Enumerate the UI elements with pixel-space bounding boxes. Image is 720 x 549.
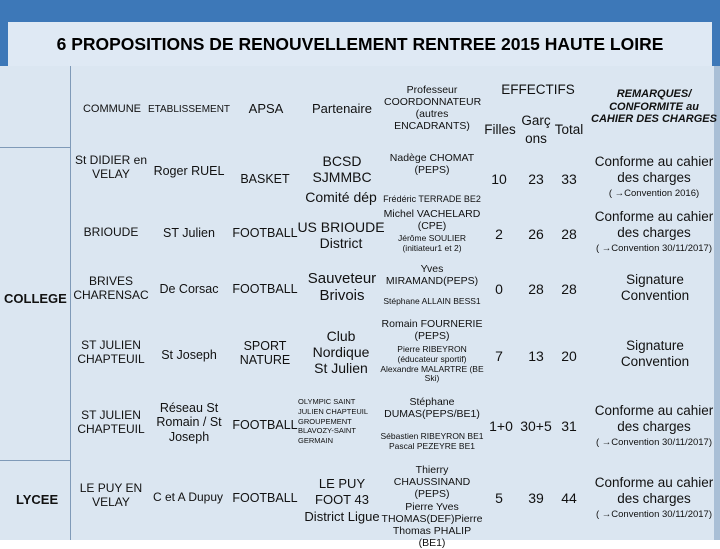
professeur-main: Stéphane DUMAS(PEPS/BE1) xyxy=(384,396,480,421)
divider xyxy=(0,147,70,148)
remarque-text: Conforme au cahier des charges xyxy=(594,154,714,185)
header-commune: COMMUNE xyxy=(82,103,142,115)
convention-text: ( →Convention 30/11/2017) xyxy=(595,509,712,521)
header-effectifs: EFFECTIFS xyxy=(501,82,575,97)
partenaire-cell: OLYMPIC SAINT JULIEN CHAPTEUIL GROUPEMENT BLAVOZY-SAINT GERMAIN xyxy=(298,397,368,445)
remarque-cell xyxy=(588,475,720,521)
etablissement-cell: De Corsac xyxy=(159,282,219,296)
section-lycee: LYCEE xyxy=(16,492,59,507)
garcons-count: 26 xyxy=(528,226,544,242)
remarque-cell xyxy=(588,154,720,200)
professeur-cell xyxy=(380,318,484,384)
professeur-main: Nadège CHOMAT (PEPS) xyxy=(389,152,475,177)
etablissement-cell: C et A Dupuy xyxy=(152,490,224,504)
remarque-cell xyxy=(588,209,720,255)
professeur-extra: Pierre RIBEYRON (éducateur sportif) Alexandre MALARTRE (BE Ski) xyxy=(380,344,484,384)
professeur-extra: Sébastien RIBEYRON BE1 Pascal PEZEYRE BE1 xyxy=(380,431,484,451)
professeur-cell xyxy=(380,396,484,452)
header-filles: Filles xyxy=(484,122,516,137)
professeur-main: Michel VACHELARD (CPE) xyxy=(383,208,481,233)
commune-cell: ST JULIEN CHAPTEUIL xyxy=(77,408,145,436)
professeur-extra: Stéphane ALLAIN BESS1 xyxy=(383,296,481,307)
professeur-cell xyxy=(380,152,484,176)
garcons-count: 39 xyxy=(528,490,544,506)
total-count: 28 xyxy=(561,226,577,242)
apsa-cell: BASKET xyxy=(240,172,290,186)
professeur-extra: Pierre Yves THOMAS(DEF)Pierre Thomas PHALIP (BE1) xyxy=(381,501,483,549)
total-count: 20 xyxy=(561,348,577,364)
professeur-main: Romain FOURNERIE (PEPS) xyxy=(381,318,483,343)
remarque-cell xyxy=(588,403,720,449)
partenaire-cell: US BRIOUDE District xyxy=(297,219,385,252)
page-title: 6 PROPOSITIONS DE RENOUVELLEMENT RENTREE 2015 HAUTE LOIRE xyxy=(8,22,712,66)
divider xyxy=(0,460,70,461)
remarque-cell xyxy=(600,272,710,303)
garcons-count: 23 xyxy=(528,171,544,187)
header-remarques: REMARQUES/ CONFORMITE au CAHIER DES CHARGES xyxy=(591,88,717,126)
etablissement-cell: Réseau St Romain / St Joseph xyxy=(156,401,222,444)
filles-count: 2 xyxy=(495,226,503,242)
total-count: 28 xyxy=(561,281,577,297)
garcons-count: 13 xyxy=(528,348,544,364)
header-apsa: APSA xyxy=(248,101,284,116)
partenaire-cell: BCSD SJMMBC xyxy=(312,153,372,186)
header-total: Total xyxy=(554,122,584,137)
convention-text: ( →Convention 2016) xyxy=(608,188,700,200)
remarque-text: Signature Convention xyxy=(620,272,690,303)
professeur-extra: Frédéric TERRADE BE2 xyxy=(383,194,481,204)
commune-cell: LE PUY EN VELAY xyxy=(79,481,143,509)
table-shadow xyxy=(714,66,720,540)
apsa-cell: FOOTBALL xyxy=(232,418,298,432)
etablissement-cell: ST Julien xyxy=(163,226,215,240)
garcons-count: 28 xyxy=(528,281,544,297)
convention-text: ( →Convention 30/11/2017) xyxy=(595,243,712,255)
remarque-text: Signature Convention xyxy=(620,338,690,369)
etablissement-cell: St Joseph xyxy=(161,348,217,362)
filles-count: 10 xyxy=(491,171,507,187)
commune-cell: St DIDIER en VELAY xyxy=(74,153,148,181)
professeur-cell xyxy=(380,208,484,254)
header-garcons: Garç ons xyxy=(521,113,551,146)
remarque-text: Conforme au cahier des charges xyxy=(594,403,714,434)
header-etablissement: ETABLISSEMENT xyxy=(147,104,231,115)
partenaire-cell: LE PUY FOOT 43 District Ligue xyxy=(304,476,380,524)
professeur-main: Thierry CHAUSSINAND (PEPS) xyxy=(393,464,471,501)
header-professeur: Professeur COORDONNATEUR (autres ENCADRANTS) xyxy=(384,84,482,133)
professeur-cell xyxy=(380,263,484,307)
filles-count: 0 xyxy=(495,281,503,297)
apsa-cell: FOOTBALL xyxy=(232,282,298,296)
professeur-cell xyxy=(380,464,484,549)
commune-cell: BRIVES CHARENSAC xyxy=(73,274,149,302)
remarque-cell xyxy=(600,338,710,369)
etablissement-cell: Roger RUEL xyxy=(153,164,225,178)
remarque-text: Conforme au cahier des charges xyxy=(594,475,714,506)
filles-count: 5 xyxy=(495,490,503,506)
filles-count: 7 xyxy=(495,348,503,364)
total-count: 31 xyxy=(561,418,577,434)
partenaire-cell: Club Nordique St Julien xyxy=(312,328,370,377)
garcons-count: 30+5 xyxy=(520,418,552,434)
divider xyxy=(70,66,71,540)
section-college: COLLEGE xyxy=(4,291,67,306)
total-count: 44 xyxy=(561,490,577,506)
apsa-cell: SPORT NATURE xyxy=(239,339,291,368)
professeur-main: Yves MIRAMAND(PEPS) xyxy=(385,263,479,288)
remarque-text: Conforme au cahier des charges xyxy=(594,209,714,240)
header-partenaire: Partenaire xyxy=(312,101,372,116)
commune-cell: ST JULIEN CHAPTEUIL xyxy=(77,338,145,366)
apsa-cell: FOOTBALL xyxy=(232,491,298,505)
professeur-extra: Jérôme SOULIER (initiateur1 et 2) xyxy=(397,233,467,253)
commune-cell: BRIOUDE xyxy=(83,225,139,239)
partenaire-cell: Sauveteur Brivois xyxy=(307,270,377,305)
partenaire-extra: Comité dép xyxy=(305,189,377,205)
apsa-cell: FOOTBALL xyxy=(232,226,298,240)
filles-count: 1+0 xyxy=(489,418,513,434)
convention-text: ( →Convention 30/11/2017) xyxy=(595,437,712,449)
total-count: 33 xyxy=(561,171,577,187)
